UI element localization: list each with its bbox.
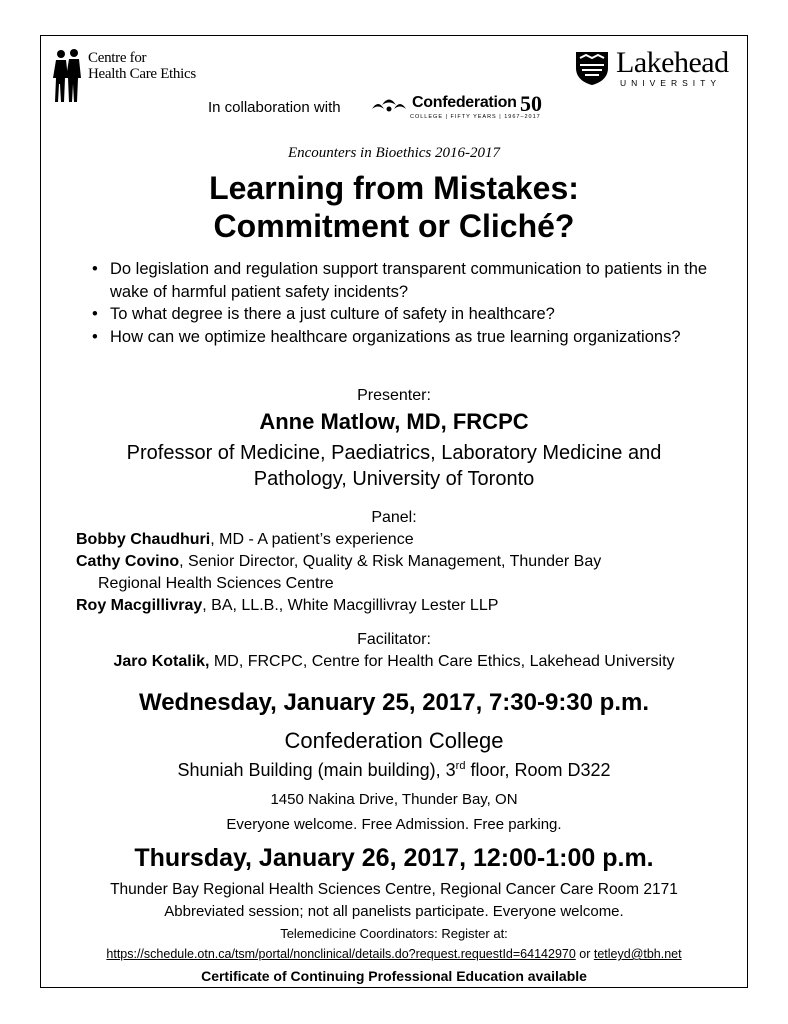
email-link[interactable]: tetleyd@tbh.net (593, 947, 682, 961)
facilitator-label: Facilitator: (357, 631, 431, 648)
lakehead-name: Lakehead (616, 46, 729, 79)
people-silhouette-icon (52, 48, 92, 102)
registration-link[interactable]: https://schedule.otn.ca/tsm/portal/nonclinical/details.do?request.requestId=64142970 (106, 947, 576, 961)
event1-venue: Confederation College (284, 728, 504, 753)
panelist-name: Cathy Covino (76, 553, 180, 570)
facilitator-detail: MD, FRCPC, Centre for Health Care Ethics, Lakehead University (209, 653, 675, 670)
list-item: • How can we optimize healthcare organizations as true learning organizations? (90, 326, 720, 349)
event2-date: Thursday, January 26, 2017, 12:00-1:00 p.m. (134, 844, 654, 872)
facilitator-line (0, 653, 788, 671)
lakehead-sub: UNIVERSITY (620, 78, 722, 88)
event1-room (0, 760, 788, 781)
facilitator-name: Jaro Kotalik, (113, 653, 210, 670)
confederation-sub: COLLEGE | FIFTY YEARS | 1967–2017 (410, 114, 541, 120)
chce-line1: Centre for (88, 50, 147, 66)
list-item: • To what degree is there a just culture of safety in healthcare? (90, 303, 720, 326)
chce-logo (52, 48, 222, 103)
panelist-name: Roy Macgillivray (76, 597, 203, 614)
confederation-birds-icon (370, 95, 408, 113)
event-title (0, 169, 788, 245)
series-title: Encounters in Bioethics 2016-2017 (287, 145, 501, 161)
panel-label: Panel: (371, 509, 417, 526)
panel-member (76, 551, 736, 573)
panel-list (76, 529, 736, 617)
affiliation-line2: Pathology, University of Toronto (253, 468, 535, 490)
panel-member (76, 595, 736, 617)
presenter-affiliation (0, 440, 788, 492)
presenter-name: Anne Matlow, MD, FRCPC (259, 409, 529, 434)
event1-address: 1450 Nakina Drive, Thunder Bay, ON (270, 791, 518, 808)
event2-note: Abbreviated session; not all panelists participate. Everyone welcome. (164, 903, 624, 920)
telemedicine-label: Telemedicine Coordinators: Register at: (280, 926, 508, 941)
panelist-detail-cont: Regional Health Sciences Centre (98, 575, 334, 592)
affiliation-line1: Professor of Medicine, Paediatrics, Laboratory Medicine and (126, 442, 662, 464)
question-list (90, 258, 720, 348)
collab-text: In collaboration with (208, 99, 341, 116)
panelist-name: Bobby Chaudhuri (76, 531, 211, 548)
event1-date: Wednesday, January 25, 2017, 7:30-9:30 p.m. (138, 689, 650, 716)
panelist-detail: , Senior Director, Quality & Risk Management, Thunder Bay (179, 553, 602, 570)
or-text: or (575, 947, 594, 961)
lakehead-logo (574, 48, 744, 90)
title-line1: Learning from Mistakes: (209, 170, 579, 206)
presenter-label: Presenter: (357, 387, 431, 404)
title-line2: Commitment or Cliché? (213, 208, 575, 244)
lakehead-shield-icon (574, 50, 610, 86)
certificate-note: Certificate of Continuing Professional Education available (201, 968, 587, 984)
chce-line2: Health Care Ethics (88, 66, 196, 82)
panel-member (76, 529, 736, 551)
room-text-end: floor, Room D322 (465, 760, 611, 780)
panelist-detail: , BA, LL.B., White Macgillivray Lester LLP (202, 597, 499, 614)
room-text: Shuniah Building (main building), 3 (177, 760, 456, 780)
confederation-logo (370, 93, 560, 125)
confederation-50: 50 (520, 91, 542, 116)
event1-note: Everyone welcome. Free Admission. Free parking. (226, 816, 562, 833)
telemedicine-links (0, 947, 788, 961)
room-sup: rd (455, 760, 466, 772)
list-item: • Do legislation and regulation support transparent communication to patients in the wake of harmful patient safety incidents? (90, 258, 720, 303)
panelist-detail: , MD - A patient’s experience (210, 531, 414, 548)
event2-venue: Thunder Bay Regional Health Sciences Centre, Regional Cancer Care Room 2171 (110, 881, 678, 898)
confederation-name: Confederation (412, 94, 517, 111)
